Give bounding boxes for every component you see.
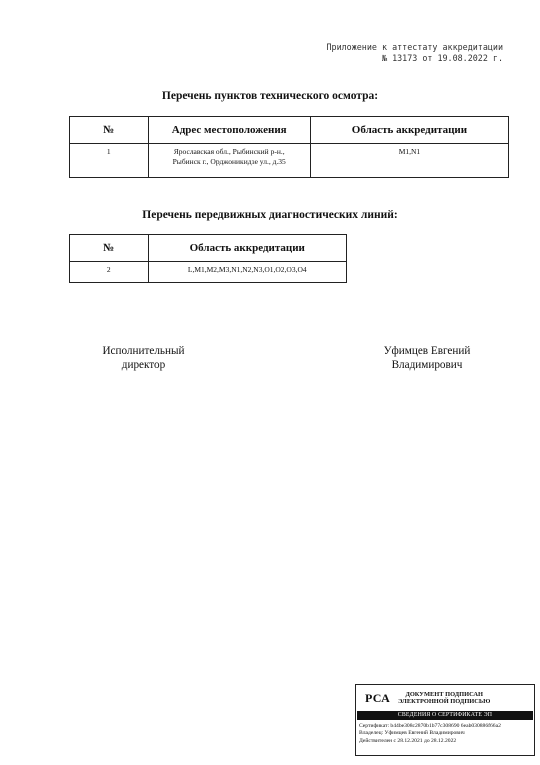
row-address xyxy=(148,144,310,178)
certificate-info-bar: СВЕДЕНИЯ О СЕРТИФИКАТЕ ЭП xyxy=(357,711,533,720)
appendix-line-1: Приложение к аттестату аккредитации xyxy=(326,42,503,52)
name-line-2: Владимирович xyxy=(391,359,463,371)
row-scope: L,M1,M2,M3,N1,N2,N3,O1,O2,O3,O4 xyxy=(148,262,346,283)
inspection-points-table xyxy=(69,116,509,178)
stamp-title xyxy=(398,691,490,706)
name-line-1: Уфимцев Евгений xyxy=(383,345,471,357)
appendix-header xyxy=(327,42,503,64)
stamp-title-line-1: ДОКУМЕНТ ПОДПИСАН xyxy=(405,690,483,698)
certificate-number: Сертификат: b44be308c2870b1b77c308690 6eab030886f66a2 xyxy=(359,723,501,729)
table-header-row xyxy=(70,117,509,144)
position-line-2: директор xyxy=(121,359,166,371)
row-number: 2 xyxy=(70,262,149,283)
appendix-line-2: № 13173 от 19.08.2022 г. xyxy=(381,53,503,63)
column-header-scope: Область аккредитации xyxy=(148,235,346,262)
certificate-details xyxy=(356,720,534,745)
rsa-logo: РСА xyxy=(365,690,391,705)
table-row xyxy=(70,262,347,283)
column-header-number: № xyxy=(70,117,149,144)
address-line-2: Рыбинск г., Орджоникидзе ул., д.35 xyxy=(172,156,286,166)
column-header-address: Адрес местоположения xyxy=(148,117,310,144)
certificate-owner: Владелец: Уфимцев Евгений Владимирович xyxy=(359,730,465,737)
row-number: 1 xyxy=(70,144,149,178)
stamp-header xyxy=(356,685,534,711)
mobile-lines-table xyxy=(69,234,347,283)
address-line-1: Ярославская обл., Рыбинский р-н., xyxy=(173,147,285,156)
table-row xyxy=(70,144,509,178)
electronic-signature-stamp xyxy=(355,684,535,756)
stamp-title-line-2: ЭЛЕКТРОННОЙ ПОДПИСЬЮ xyxy=(398,698,491,705)
position-line-1: Исполнительный xyxy=(102,345,185,357)
column-header-scope: Область аккредитации xyxy=(310,117,508,144)
inspection-points-title: Перечень пунктов технического осмотра: xyxy=(161,90,379,102)
row-scope: M1,N1 xyxy=(310,144,508,178)
signatory-position xyxy=(86,344,201,372)
signatory-name xyxy=(362,344,492,372)
certificate-validity: Действителен с 28.12.2021 до 28.12.2022 xyxy=(359,737,457,744)
table-header-row xyxy=(70,235,347,262)
mobile-lines-title: Перечень передвижных диагностических линий: xyxy=(142,209,398,221)
column-header-number: № xyxy=(70,235,149,262)
